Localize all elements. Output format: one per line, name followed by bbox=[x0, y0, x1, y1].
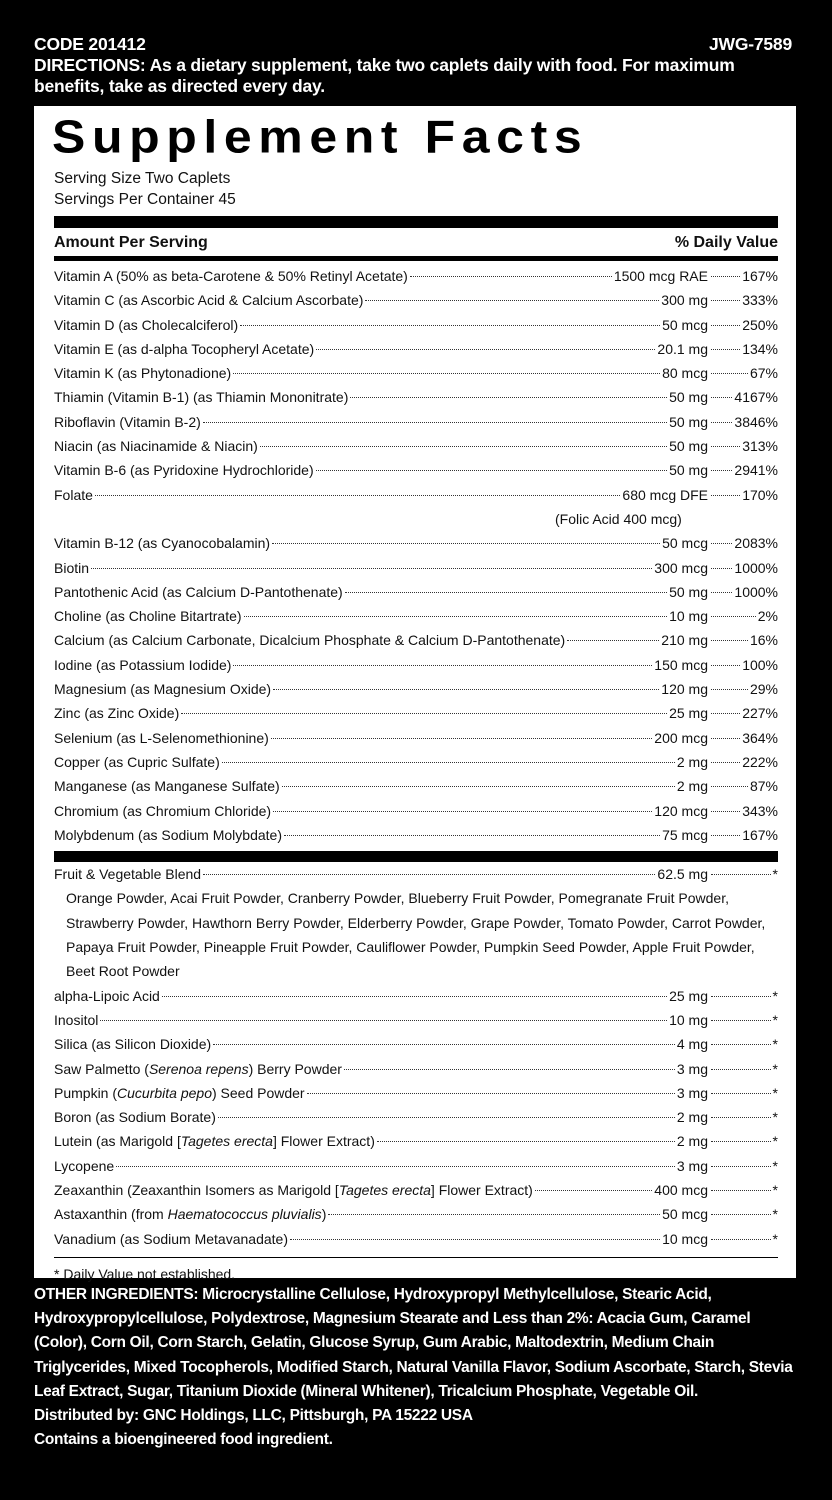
daily-value bbox=[708, 1227, 778, 1251]
nutrient-row bbox=[54, 313, 778, 337]
other-ingredients-text: Microcrystalline Cellulose, Hydroxypropyl Methylcellulose, Stearic Acid, Hydroxypropylcellulose, Polydextrose, Magnesium Stearate and Less than 2%: Acacia Gum, Caramel (Color), Corn Oil, Corn Starch, Gelatin, Glucose Syrup, Gum Arabic, Maltodextrin, Medium Chain Triglycerides, Mixed Tocopherols, Modified Starch, Natural Vanilla Flavor, Sodium Ascorbate, Starch, Stevia Leaf Extract, Sugar, Titanium Dioxide (Mineral Whitener), Tricalcium Phosphate, Vegetable Oil. bbox=[34, 1286, 793, 1400]
daily-value bbox=[708, 288, 778, 312]
nutrient-name-part: Pumpkin ( bbox=[54, 1084, 118, 1101]
dot-leader bbox=[344, 1069, 675, 1070]
dot-leader bbox=[116, 1166, 675, 1167]
dot-leader bbox=[711, 811, 740, 812]
nutrient-amount: 200 mcg bbox=[654, 729, 708, 746]
nutrient-amount: 680 mcg DFE bbox=[622, 486, 708, 503]
daily-value-text: 29% bbox=[749, 681, 778, 698]
daily-value bbox=[708, 628, 778, 652]
daily-value bbox=[708, 1008, 778, 1032]
distributor: Distributed by: GNC Holdings, LLC, Pittsburgh, PA 15222 USA bbox=[34, 1407, 473, 1425]
nutrient-name: Fruit & Vegetable Blend bbox=[54, 866, 202, 883]
nutrient-name: Magnesium (as Magnesium Oxide) bbox=[54, 681, 272, 698]
dot-leader bbox=[711, 874, 771, 875]
lot-code: JWG-7589 bbox=[708, 34, 792, 54]
daily-value bbox=[708, 823, 778, 847]
dot-leader bbox=[567, 640, 659, 641]
daily-value bbox=[708, 653, 778, 677]
daily-value-text: 16% bbox=[749, 632, 778, 649]
nutrient-name: Riboflavin (Vitamin B-2) bbox=[54, 413, 201, 430]
nutrient-amount: 50 mg bbox=[669, 462, 708, 479]
dot-leader bbox=[91, 568, 652, 569]
daily-value bbox=[708, 1129, 778, 1153]
nutrient-amount: 10 mg bbox=[669, 1011, 708, 1028]
daily-value bbox=[708, 458, 778, 482]
dot-leader bbox=[271, 738, 653, 739]
nutrient-row bbox=[54, 799, 778, 823]
dot-leader bbox=[711, 276, 740, 277]
dot-leader bbox=[711, 470, 732, 471]
daily-value-text: 2083% bbox=[734, 535, 778, 552]
daily-value-text: * bbox=[772, 1060, 778, 1077]
nutrient-name: Vitamin C (as Ascorbic Acid & Calcium Ascorbate) bbox=[54, 292, 364, 309]
nutrient-name: Manganese (as Manganese Sulfate) bbox=[54, 778, 280, 795]
daily-value bbox=[708, 1032, 778, 1056]
nutrient-name: Vitamin E (as d-alpha Tocopheryl Acetate) bbox=[54, 340, 315, 357]
nutrient-amount: 50 mg bbox=[669, 413, 708, 430]
nutrient-amount: 10 mcg bbox=[662, 1230, 708, 1247]
dot-leader bbox=[273, 811, 652, 812]
nutrient-amount: 120 mcg bbox=[654, 802, 708, 819]
nutrient-row bbox=[54, 385, 778, 409]
nutrient-name bbox=[54, 1081, 305, 1105]
dot-leader bbox=[711, 665, 740, 666]
dot-leader bbox=[711, 713, 740, 714]
daily-value-text: * bbox=[772, 1036, 778, 1053]
nutrient-row bbox=[54, 1154, 778, 1178]
dot-leader bbox=[290, 1239, 660, 1240]
daily-value bbox=[708, 556, 778, 580]
nutrient-name: Vitamin B-6 (as Pyridoxine Hydrochloride) bbox=[54, 462, 314, 479]
dot-leader bbox=[282, 786, 675, 787]
nutrient-name-part: Lutein (as Marigold [ bbox=[54, 1133, 181, 1150]
nutrient-row bbox=[54, 1178, 778, 1202]
other-nutrient-list bbox=[54, 984, 778, 1251]
nutrient-row bbox=[54, 1227, 778, 1251]
mineral-list bbox=[54, 531, 778, 847]
dot-leader bbox=[711, 1020, 771, 1021]
nutrient-amount: 20.1 mg bbox=[657, 340, 708, 357]
dot-leader bbox=[222, 762, 675, 763]
nutrient-row bbox=[54, 458, 778, 482]
blend-ingredients: Orange Powder, Acai Fruit Powder, Cranberry Powder, Blueberry Fruit Powder, Pomegranate Fruit Powder, Strawberry Powder, Hawthorn Berry Powder, Elderberry Powder, Grape Powder, Tomato Powder, Carrot Powder, Papaya Fruit Powder, Pineapple Fruit Powder, Cauliflower Powder, Pumpkin Seed Powder, Apple Fruit Powder, Beet Root Powder bbox=[66, 890, 766, 980]
thick-divider bbox=[54, 216, 778, 228]
dot-leader bbox=[711, 1166, 771, 1167]
serving-size: Serving Size Two Caplets bbox=[54, 170, 231, 187]
daily-value-text: 1000% bbox=[734, 583, 778, 600]
product-code: CODE 201412 bbox=[34, 34, 146, 54]
nutrient-name bbox=[54, 1105, 216, 1129]
daily-value bbox=[708, 799, 778, 823]
nutrient-name bbox=[54, 1008, 98, 1032]
dot-leader bbox=[711, 568, 732, 569]
nutrient-amount: 25 mg bbox=[669, 987, 708, 1004]
nutrient-amount: 2 mg bbox=[676, 1133, 708, 1150]
daily-value-text: 170% bbox=[742, 486, 778, 503]
nutrient-row bbox=[54, 677, 778, 701]
amount-per-serving-label: Amount Per Serving bbox=[54, 234, 208, 251]
dot-leader bbox=[711, 835, 740, 836]
nutrient-row bbox=[54, 1081, 778, 1105]
daily-value-text: 167% bbox=[742, 268, 778, 284]
dot-leader bbox=[711, 1069, 771, 1070]
nutrient-amount: 25 mg bbox=[669, 705, 708, 722]
dot-leader bbox=[711, 446, 740, 447]
dot-leader bbox=[711, 762, 740, 763]
dot-leader bbox=[203, 422, 667, 423]
daily-value-text: 333% bbox=[742, 292, 778, 309]
nutrient-row bbox=[54, 264, 778, 288]
nutrient-name bbox=[54, 1129, 375, 1153]
nutrient-amount: 75 mcg bbox=[662, 826, 708, 843]
daily-value bbox=[708, 580, 778, 604]
dot-leader bbox=[711, 738, 740, 739]
daily-value bbox=[708, 604, 778, 628]
nutrient-name: Folate bbox=[54, 486, 93, 503]
dot-leader bbox=[162, 996, 667, 997]
daily-value bbox=[708, 1057, 778, 1081]
daily-value-text: * bbox=[772, 1084, 778, 1101]
dot-leader bbox=[218, 1117, 675, 1118]
nutrient-name: Copper (as Cupric Sulfate) bbox=[54, 753, 220, 770]
dot-leader bbox=[240, 325, 660, 326]
nutrient-amount: 50 mcg bbox=[662, 316, 708, 333]
dot-leader bbox=[711, 1141, 771, 1142]
nutrient-amount: 150 mcg bbox=[654, 656, 708, 673]
other-ingredients-section bbox=[34, 1283, 802, 1452]
nutrient-row bbox=[54, 984, 778, 1008]
label-header bbox=[34, 34, 792, 97]
daily-value bbox=[708, 361, 778, 385]
dot-leader bbox=[272, 543, 660, 544]
nutrient-row bbox=[54, 361, 778, 385]
daily-value-text: * bbox=[772, 1109, 778, 1126]
dot-leader bbox=[365, 300, 659, 301]
nutrient-amount: 62.5 mg bbox=[657, 866, 708, 883]
dot-leader bbox=[203, 874, 655, 875]
dot-leader bbox=[316, 470, 667, 471]
nutrient-row bbox=[54, 726, 778, 750]
nutrient-amount: 1500 mcg RAE bbox=[613, 268, 708, 284]
nutrient-name-part: Lycopene bbox=[54, 1157, 115, 1174]
nutrient-row bbox=[54, 701, 778, 725]
table-header bbox=[54, 232, 778, 254]
nutrient-amount: 2 mg bbox=[676, 778, 708, 795]
nutrient-name bbox=[54, 1154, 114, 1178]
nutrient-name-part: Vanadium (as Sodium Metavanadate) bbox=[54, 1230, 288, 1247]
daily-value-text: 227% bbox=[742, 705, 778, 722]
dot-leader bbox=[345, 592, 667, 593]
daily-value bbox=[708, 1105, 778, 1129]
nutrient-name: Vitamin D (as Cholecalciferol) bbox=[54, 316, 239, 333]
daily-value-label: % Daily Value bbox=[674, 234, 778, 251]
dot-leader bbox=[100, 1020, 667, 1021]
daily-value-text: 87% bbox=[749, 778, 778, 795]
nutrient-name bbox=[54, 1032, 211, 1056]
daily-value-text: 100% bbox=[742, 656, 778, 673]
dot-leader bbox=[711, 640, 748, 641]
daily-value bbox=[708, 750, 778, 774]
dot-leader bbox=[711, 1239, 771, 1240]
daily-value bbox=[708, 385, 778, 409]
nutrient-row bbox=[54, 483, 778, 507]
nutrient-name: Biotin bbox=[54, 559, 90, 576]
dot-leader bbox=[711, 1190, 771, 1191]
nutrient-row bbox=[54, 750, 778, 774]
daily-value bbox=[708, 1202, 778, 1226]
daily-value-text: 313% bbox=[742, 438, 778, 455]
daily-value bbox=[708, 434, 778, 458]
dot-leader bbox=[711, 1117, 771, 1118]
other-ingredients-label: OTHER INGREDIENTS: bbox=[34, 1286, 199, 1303]
nutrient-amount: 400 mcg bbox=[654, 1181, 708, 1198]
nutrient-row bbox=[54, 1057, 778, 1081]
nutrient-row bbox=[54, 823, 778, 847]
daily-value-text: 222% bbox=[742, 753, 778, 770]
dot-leader bbox=[377, 1141, 675, 1142]
dot-leader bbox=[711, 495, 740, 496]
nutrient-amount: 80 mcg bbox=[662, 365, 708, 382]
daily-value-text: 67% bbox=[749, 365, 778, 382]
daily-value bbox=[708, 774, 778, 798]
dot-leader bbox=[711, 300, 740, 301]
nutrient-name: Choline (as Choline Bitartrate) bbox=[54, 608, 242, 625]
nutrient-name-part: ) Seed Powder bbox=[211, 1084, 305, 1101]
nutrient-amount: 3 mg bbox=[676, 1060, 708, 1077]
daily-value-text: * bbox=[772, 1011, 778, 1028]
nutrient-name-part: ) Berry Powder bbox=[248, 1060, 342, 1077]
nutrient-name: Calcium (as Calcium Carbonate, Dicalcium Phosphate & Calcium D-Pantothenate) bbox=[54, 632, 566, 649]
daily-value-text: * bbox=[772, 1206, 778, 1223]
nutrient-amount: 2 mg bbox=[676, 1109, 708, 1126]
nutrient-row bbox=[54, 604, 778, 628]
nutrient-name bbox=[54, 1227, 288, 1251]
nutrient-amount: 4 mg bbox=[676, 1036, 708, 1053]
nutrient-amount: 300 mcg bbox=[654, 559, 708, 576]
nutrient-name bbox=[54, 1178, 533, 1202]
nutrient-name: Thiamin (Vitamin B-1) (as Thiamin Mononitrate) bbox=[54, 389, 349, 406]
nutrient-row bbox=[54, 337, 778, 361]
nutrient-amount: 10 mg bbox=[669, 608, 708, 625]
daily-value-text: * bbox=[772, 1181, 778, 1198]
daily-value-text: * bbox=[772, 866, 778, 883]
nutrient-amount: 2 mg bbox=[676, 753, 708, 770]
dot-leader bbox=[711, 592, 732, 593]
daily-value-text: 167% bbox=[742, 826, 778, 843]
dot-leader bbox=[181, 713, 667, 714]
nutrient-amount: 3 mg bbox=[676, 1157, 708, 1174]
dot-leader bbox=[711, 422, 732, 423]
dot-leader bbox=[711, 616, 756, 617]
nutrient-name: Vitamin B-12 (as Cyanocobalamin) bbox=[54, 535, 271, 552]
nutrient-row bbox=[54, 556, 778, 580]
nutrient-name-part: ) bbox=[321, 1206, 327, 1223]
directions bbox=[34, 55, 792, 97]
servings-per-container: Servings Per Container 45 bbox=[54, 191, 236, 208]
other-ingredients bbox=[34, 1283, 802, 1404]
nutrient-row bbox=[54, 1105, 778, 1129]
nutrient-amount: 50 mg bbox=[669, 438, 708, 455]
nutrient-name-part: ] Flower Extract) bbox=[272, 1133, 375, 1150]
nutrient-name-part: alpha-Lipoic Acid bbox=[54, 987, 160, 1004]
daily-value-text: 1000% bbox=[734, 559, 778, 576]
dot-leader bbox=[233, 373, 660, 374]
daily-value bbox=[708, 264, 778, 288]
nutrient-latin-name: Tagetes erecta bbox=[180, 1133, 273, 1150]
nutrient-name bbox=[54, 1057, 342, 1081]
dot-leader bbox=[213, 1044, 675, 1045]
supplement-facts-panel bbox=[34, 106, 796, 1282]
dot-leader bbox=[711, 349, 740, 350]
nutrient-name: Selenium (as L-Selenomethionine) bbox=[54, 729, 269, 746]
nutrient-name: Zinc (as Zinc Oxide) bbox=[54, 705, 180, 722]
folic-acid-note: (Folic Acid 400 mcg) bbox=[555, 510, 682, 527]
nutrient-row bbox=[54, 1129, 778, 1153]
nutrient-name-part: Saw Palmetto ( bbox=[54, 1060, 149, 1077]
dot-leader bbox=[711, 325, 740, 326]
daily-value bbox=[708, 410, 778, 434]
footnote: * Daily Value not established. bbox=[54, 1265, 236, 1282]
dot-leader bbox=[260, 446, 667, 447]
dot-leader bbox=[95, 495, 620, 496]
daily-value bbox=[708, 1178, 778, 1202]
nutrient-name-part: Inositol bbox=[54, 1011, 99, 1028]
bioengineered-notice: Contains a bioengineered food ingredient. bbox=[34, 1431, 333, 1449]
dot-leader bbox=[284, 835, 660, 836]
nutrient-latin-name: Tagetes erecta bbox=[338, 1181, 431, 1198]
dot-leader bbox=[711, 1214, 771, 1215]
daily-value-text: 134% bbox=[742, 340, 778, 357]
daily-value-text: * bbox=[772, 1157, 778, 1174]
nutrient-row bbox=[54, 288, 778, 312]
directions-label: DIRECTIONS: bbox=[34, 55, 146, 75]
daily-value bbox=[708, 726, 778, 750]
dot-leader bbox=[711, 1093, 771, 1094]
nutrient-name-part: Boron (as Sodium Borate) bbox=[54, 1109, 216, 1126]
nutrient-name: Vitamin A (50% as beta-Carotene & 50% Retinyl Acetate) bbox=[54, 268, 408, 284]
nutrient-name bbox=[54, 1202, 326, 1226]
nutrient-amount: 3 mg bbox=[676, 1084, 708, 1101]
dot-leader bbox=[307, 1093, 675, 1094]
nutrient-row bbox=[54, 653, 778, 677]
dot-leader bbox=[410, 276, 612, 277]
blend-list bbox=[54, 862, 778, 886]
nutrient-amount: 50 mg bbox=[669, 583, 708, 600]
daily-value bbox=[708, 483, 778, 507]
nutrient-row bbox=[54, 1202, 778, 1226]
daily-value bbox=[708, 337, 778, 361]
directions-text: As a dietary supplement, take two caplets daily with food. For maximum benefits, take as directed every day. bbox=[34, 55, 735, 96]
daily-value bbox=[708, 984, 778, 1008]
nutrient-name bbox=[54, 984, 160, 1008]
nutrient-amount: 210 mg bbox=[661, 632, 708, 649]
daily-value bbox=[708, 862, 778, 886]
daily-value bbox=[708, 1154, 778, 1178]
dot-leader bbox=[711, 1044, 771, 1045]
daily-value bbox=[708, 313, 778, 337]
daily-value-text: * bbox=[772, 1133, 778, 1150]
dot-leader bbox=[273, 689, 659, 690]
vitamin-list bbox=[54, 264, 778, 507]
daily-value-text: * bbox=[772, 1230, 778, 1247]
dot-leader bbox=[711, 543, 732, 544]
nutrient-name: Molybdenum (as Sodium Molybdate) bbox=[54, 826, 282, 843]
dot-leader bbox=[711, 397, 732, 398]
nutrient-amount: 50 mcg bbox=[662, 1206, 708, 1223]
nutrient-row bbox=[54, 1008, 778, 1032]
daily-value-text: 2% bbox=[757, 608, 778, 625]
nutrient-name: Niacin (as Niacinamide & Niacin) bbox=[54, 438, 258, 455]
dot-leader bbox=[244, 616, 668, 617]
nutrient-latin-name: Haematococcus pluvialis bbox=[167, 1206, 322, 1223]
nutrient-row bbox=[54, 628, 778, 652]
nutrient-row bbox=[54, 410, 778, 434]
nutrient-latin-name: Cucurbita pepo bbox=[117, 1084, 212, 1101]
nutrient-name: Chromium (as Chromium Chloride) bbox=[54, 802, 272, 819]
thick-divider bbox=[54, 851, 778, 862]
daily-value bbox=[708, 531, 778, 555]
dot-leader bbox=[328, 1214, 660, 1215]
daily-value-text: * bbox=[772, 987, 778, 1004]
nutrient-name: Iodine (as Potassium Iodide) bbox=[54, 656, 232, 673]
nutrient-row bbox=[54, 580, 778, 604]
nutrient-name: Pantothenic Acid (as Calcium D-Pantothenate) bbox=[54, 583, 343, 600]
daily-value-text: 250% bbox=[742, 316, 778, 333]
nutrient-amount: 50 mg bbox=[669, 389, 708, 406]
nutrient-name-part: ] Flower Extract) bbox=[430, 1181, 533, 1198]
daily-value-text: 4167% bbox=[734, 389, 778, 406]
dot-leader bbox=[711, 996, 771, 997]
panel-title: Supplement Facts bbox=[52, 111, 589, 163]
nutrient-name-part: Zeaxanthin (Zeaxanthin Isomers as Marigold [ bbox=[54, 1181, 339, 1198]
nutrient-amount: 120 mg bbox=[661, 681, 708, 698]
dot-leader bbox=[535, 1190, 652, 1191]
medium-divider bbox=[54, 256, 778, 261]
daily-value-text: 364% bbox=[742, 729, 778, 746]
dot-leader bbox=[350, 397, 667, 398]
nutrient-row bbox=[54, 1032, 778, 1056]
daily-value bbox=[708, 677, 778, 701]
daily-value bbox=[708, 701, 778, 725]
dot-leader bbox=[711, 786, 748, 787]
nutrient-row bbox=[54, 862, 778, 886]
nutrient-latin-name: Serenoa repens bbox=[148, 1060, 249, 1077]
nutrient-name-part: Astaxanthin (from bbox=[54, 1206, 168, 1223]
nutrient-name: Vitamin K (as Phytonadione) bbox=[54, 365, 232, 382]
nutrient-amount: 300 mg bbox=[661, 292, 708, 309]
dot-leader bbox=[711, 373, 748, 374]
nutrient-name-part: Silica (as Silicon Dioxide) bbox=[54, 1036, 212, 1053]
nutrient-amount: 50 mcg bbox=[662, 535, 708, 552]
daily-value bbox=[708, 1081, 778, 1105]
nutrient-row bbox=[54, 434, 778, 458]
daily-value-text: 3846% bbox=[734, 413, 778, 430]
nutrient-row bbox=[54, 774, 778, 798]
thin-divider bbox=[54, 1257, 778, 1258]
daily-value-text: 343% bbox=[742, 802, 778, 819]
dot-leader bbox=[711, 689, 748, 690]
dot-leader bbox=[233, 665, 652, 666]
dot-leader bbox=[316, 349, 655, 350]
nutrient-row bbox=[54, 531, 778, 555]
daily-value-text: 2941% bbox=[734, 462, 778, 479]
